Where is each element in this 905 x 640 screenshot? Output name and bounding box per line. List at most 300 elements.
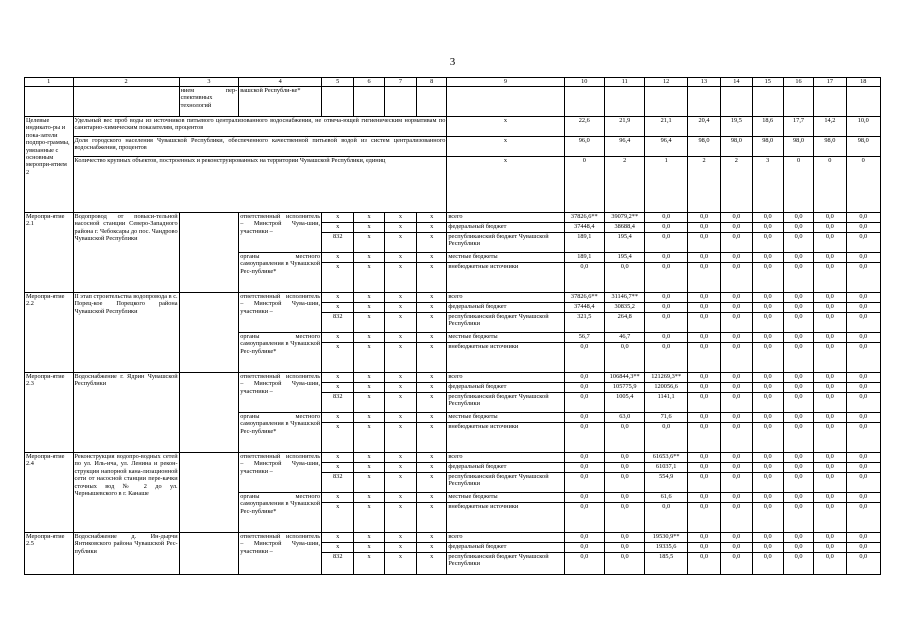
indicator-x: x — [447, 157, 564, 213]
funding-value: 56,7 — [564, 333, 604, 343]
funding-value: 0,0 — [721, 383, 752, 393]
funding-value: 0,0 — [721, 423, 752, 453]
funding-value: 0,0 — [687, 313, 720, 333]
code-cell: x — [322, 263, 354, 293]
funding-value: 0,0 — [783, 493, 813, 503]
code-cell: x — [354, 233, 384, 253]
code-cell: x — [417, 333, 447, 343]
funding-value: 0,0 — [814, 413, 846, 423]
code-cell: x — [354, 453, 384, 463]
funding-value: 31146,7** — [605, 293, 645, 303]
activity-row — [25, 293, 881, 303]
funding-value: 0,0 — [564, 533, 604, 543]
funding-source: федеральный бюджет — [447, 463, 564, 473]
funding-value: 0,0 — [687, 543, 720, 553]
code-cell: x — [354, 263, 384, 293]
funding-value: 0,0 — [752, 543, 783, 553]
code-cell: x — [417, 503, 447, 533]
funding-value: 0,0 — [846, 503, 880, 533]
funding-source: республиканский бюджет Чувашской Республики — [447, 233, 564, 253]
funding-value: 0,0 — [721, 503, 752, 533]
code-cell: x — [354, 423, 384, 453]
funding-value: 0,0 — [814, 293, 846, 303]
code-cell: x — [322, 373, 354, 383]
indicator-value: 17,7 — [783, 117, 813, 137]
funding-value: 0,0 — [814, 553, 846, 575]
empty-cell — [179, 293, 239, 373]
funding-value: 0,0 — [752, 393, 783, 413]
funding-value: 46,7 — [605, 333, 645, 343]
code-cell: x — [417, 253, 447, 263]
funding-value: 0,0 — [687, 213, 720, 223]
funding-value: 0,0 — [752, 253, 783, 263]
code-cell: x — [384, 343, 416, 373]
code-cell: x — [384, 333, 416, 343]
code-cell: x — [354, 343, 384, 373]
code-cell: x — [417, 263, 447, 293]
funding-value: 0,0 — [783, 553, 813, 575]
funding-value: 121269,3** — [645, 373, 687, 383]
funding-value: 0,0 — [846, 553, 880, 575]
empty-cell — [783, 87, 813, 117]
code-cell: x — [384, 533, 416, 543]
funding-value: 0,0 — [605, 533, 645, 543]
code-cell: x — [417, 553, 447, 575]
code-cell: x — [417, 393, 447, 413]
empty-cell — [645, 87, 687, 117]
funding-value: 61037,1 — [645, 463, 687, 473]
indicator-value: 2 — [687, 157, 720, 213]
funding-value: 0,0 — [645, 423, 687, 453]
funding-value: 0,0 — [846, 423, 880, 453]
code-cell: x — [322, 413, 354, 423]
indicator-name: Удельный вес проб воды из источников питьевого централизованного водоснабжения, не отвеча-ющей гигиеническим нормативам по санитарно-химическим показателям, процентов — [73, 117, 447, 137]
funding-value: 0,0 — [721, 393, 752, 413]
funding-source: федеральный бюджет — [447, 223, 564, 233]
funding-value: 0,0 — [564, 493, 604, 503]
indicator-value: 2 — [605, 157, 645, 213]
funding-value: 0,0 — [846, 333, 880, 343]
funding-value: 554,9 — [645, 473, 687, 493]
column-header-14: 14 — [721, 78, 752, 87]
funding-source: местные бюджеты — [447, 253, 564, 263]
code-cell: x — [354, 333, 384, 343]
funding-source: всего — [447, 213, 564, 223]
funding-value: 0,0 — [605, 343, 645, 373]
funding-value: 0,0 — [645, 343, 687, 373]
funding-source: местные бюджеты — [447, 493, 564, 503]
funding-value: 0,0 — [564, 393, 604, 413]
funding-value: 0,0 — [564, 373, 604, 383]
funding-value: 0,0 — [846, 213, 880, 223]
funding-value: 0,0 — [783, 343, 813, 373]
column-header-11: 11 — [605, 78, 645, 87]
code-cell: x — [354, 223, 384, 233]
indicator-value: 0 — [846, 157, 880, 213]
funding-value: 0,0 — [846, 223, 880, 233]
funding-value: 0,0 — [605, 503, 645, 533]
funding-value: 0,0 — [814, 263, 846, 293]
code-cell: x — [354, 473, 384, 493]
indicator-value: 98,0 — [814, 137, 846, 157]
funding-source: всего — [447, 453, 564, 463]
empty-cell — [384, 87, 416, 117]
funding-value: 0,0 — [605, 463, 645, 473]
funding-value: 0,0 — [846, 293, 880, 303]
code-cell: x — [354, 213, 384, 223]
funding-value: 195,4 — [605, 253, 645, 263]
column-header-row — [25, 78, 881, 87]
column-header-2: 2 — [73, 78, 179, 87]
code-cell: x — [417, 293, 447, 303]
code-cell: x — [417, 413, 447, 423]
funding-value: 0,0 — [814, 463, 846, 473]
code-cell: x — [322, 423, 354, 453]
indicator-value: 19,5 — [721, 117, 752, 137]
indicator-value: 14,2 — [814, 117, 846, 137]
funding-value: 0,0 — [752, 413, 783, 423]
funding-value: 0,0 — [783, 233, 813, 253]
indicator-x: x — [447, 137, 564, 157]
column-header-1: 1 — [25, 78, 74, 87]
funding-value: 0,0 — [814, 253, 846, 263]
funding-value: 0,0 — [814, 303, 846, 313]
funding-value: 30835,2 — [605, 303, 645, 313]
code-cell: x — [384, 223, 416, 233]
target-indicators-label: Целевые индикато-ры и пока-затели подпро-граммы, увязанные с основным меропри-ятием 2 — [25, 117, 74, 213]
funding-source: федеральный бюджет — [447, 543, 564, 553]
code-cell: x — [322, 493, 354, 503]
budget-table — [24, 77, 881, 575]
funding-value: 0,0 — [721, 533, 752, 543]
funding-value: 0,0 — [814, 223, 846, 233]
code-cell: x — [354, 533, 384, 543]
code-cell: x — [354, 493, 384, 503]
activity-label: Меропри-ятие 2.3 — [25, 373, 74, 453]
funding-value: 0,0 — [814, 473, 846, 493]
indicator-value: 21,1 — [645, 117, 687, 137]
responsible-executor: ответственный исполнитель – Минстрой Чува-шии, участники – — [239, 533, 322, 575]
code-cell: x — [384, 413, 416, 423]
code-cell: x — [354, 413, 384, 423]
indicator-name: Доля городского населения Чувашской Республики, обеспеченного качественной питьевой водой из систем централизованного водоснабжения, процентов — [73, 137, 447, 157]
funding-value: 264,8 — [605, 313, 645, 333]
funding-value: 0,0 — [846, 253, 880, 263]
funding-value: 0,0 — [645, 303, 687, 313]
funding-source: всего — [447, 533, 564, 543]
empty-cell — [687, 87, 720, 117]
funding-value: 189,1 — [564, 253, 604, 263]
funding-value: 0,0 — [752, 493, 783, 503]
funding-value: 0,0 — [846, 343, 880, 373]
funding-value: 0,0 — [645, 213, 687, 223]
funding-value: 0,0 — [846, 493, 880, 503]
funding-value: 0,0 — [846, 383, 880, 393]
activity-row — [25, 213, 881, 223]
funding-value: 0,0 — [752, 213, 783, 223]
funding-value: 0,0 — [752, 423, 783, 453]
funding-value: 0,0 — [752, 383, 783, 393]
empty-cell — [447, 87, 564, 117]
participants-local-government: органы местного самоуправления в Чувашской Рес-публике* — [239, 253, 322, 293]
funding-value: 0,0 — [752, 533, 783, 543]
funding-value: 37448,4 — [564, 223, 604, 233]
funding-value: 0,0 — [721, 293, 752, 303]
indicator-value: 20,4 — [687, 117, 720, 137]
page-number: 3 — [449, 56, 456, 68]
code-cell: x — [417, 463, 447, 473]
funding-value: 0,0 — [783, 223, 813, 233]
funding-source: внебюджетные источники — [447, 263, 564, 293]
code-cell: x — [322, 303, 354, 313]
code-cell: x — [322, 533, 354, 543]
funding-value: 0,0 — [687, 473, 720, 493]
funding-value: 0,0 — [752, 503, 783, 533]
indicator-value: 98,0 — [752, 137, 783, 157]
funding-value: 0,0 — [605, 553, 645, 575]
code-cell: x — [417, 453, 447, 463]
funding-value: 120056,6 — [645, 383, 687, 393]
responsible-executor: ответственный исполнитель – Минстрой Чува-шии, участники – — [239, 453, 322, 493]
funding-value: 0,0 — [846, 453, 880, 463]
funding-value: 0,0 — [687, 553, 720, 575]
activity-label: Меропри-ятие 2.5 — [25, 533, 74, 575]
code-cell: x — [354, 373, 384, 383]
funding-value: 0,0 — [814, 333, 846, 343]
continuation-row — [25, 87, 881, 117]
funding-value: 321,5 — [564, 313, 604, 333]
funding-value: 0,0 — [783, 263, 813, 293]
funding-value: 0,0 — [721, 343, 752, 373]
funding-value: 0,0 — [564, 473, 604, 493]
funding-value: 0,0 — [564, 553, 604, 575]
code-cell: x — [417, 373, 447, 383]
funding-value: 0,0 — [814, 383, 846, 393]
funding-value: 0,0 — [846, 263, 880, 293]
funding-source: местные бюджеты — [447, 333, 564, 343]
code-cell: x — [417, 303, 447, 313]
activity-row — [25, 533, 881, 543]
funding-value: 0,0 — [687, 463, 720, 473]
funding-value: 0,0 — [564, 463, 604, 473]
funding-value: 1005,4 — [605, 393, 645, 413]
funding-value: 0,0 — [814, 393, 846, 413]
funding-source: республиканский бюджет Чувашской Республики — [447, 393, 564, 413]
funding-value: 0,0 — [814, 543, 846, 553]
indicator-value: 98,0 — [721, 137, 752, 157]
funding-value: 61,6 — [645, 493, 687, 503]
funding-value: 0,0 — [687, 303, 720, 313]
funding-value: 0,0 — [752, 303, 783, 313]
funding-source: внебюджетные источники — [447, 503, 564, 533]
empty-cell — [846, 87, 880, 117]
code-cell: x — [417, 313, 447, 333]
funding-value: 0,0 — [846, 393, 880, 413]
activity-title: Водоснабжение г. Ядрин Чувашской Республики — [73, 373, 179, 453]
funding-value: 0,0 — [814, 503, 846, 533]
empty-cell — [179, 453, 239, 533]
code-cell: x — [354, 293, 384, 303]
funding-source: республиканский бюджет Чувашской Республики — [447, 553, 564, 575]
code-cell: x — [384, 303, 416, 313]
funding-value: 0,0 — [687, 453, 720, 463]
participants-local-government: органы местного самоуправления в Чувашской Рес-публике* — [239, 333, 322, 373]
funding-value: 0,0 — [645, 333, 687, 343]
code-cell: x — [322, 503, 354, 533]
indicator-value: 98,0 — [783, 137, 813, 157]
funding-value: 0,0 — [645, 293, 687, 303]
funding-value: 0,0 — [846, 233, 880, 253]
code-cell: x — [322, 293, 354, 303]
funding-value: 0,0 — [687, 383, 720, 393]
indicator-value: 96,4 — [605, 137, 645, 157]
funding-value: 0,0 — [783, 253, 813, 263]
funding-source: внебюджетные источники — [447, 423, 564, 453]
funding-value: 19530,9** — [645, 533, 687, 543]
funding-value: 37826,6** — [564, 293, 604, 303]
indicator-value: 0 — [814, 157, 846, 213]
funding-source: республиканский бюджет Чувашской Республики — [447, 313, 564, 333]
target-indicator-row — [25, 137, 881, 157]
code-cell: x — [384, 423, 416, 453]
funding-source: федеральный бюджет — [447, 383, 564, 393]
funding-value: 61653,6** — [645, 453, 687, 463]
indicator-name: Количество крупных объектов, построенных и реконструированных на территории Чувашской Республики, единиц — [73, 157, 447, 213]
funding-value: 0,0 — [783, 423, 813, 453]
funding-value: 0,0 — [846, 543, 880, 553]
funding-value: 0,0 — [783, 503, 813, 533]
code-cell: x — [354, 313, 384, 333]
funding-value: 0,0 — [687, 533, 720, 543]
funding-value: 0,0 — [645, 263, 687, 293]
funding-value: 0,0 — [687, 223, 720, 233]
column-header-12: 12 — [645, 78, 687, 87]
funding-value: 0,0 — [687, 503, 720, 533]
continuation-text: вашской Республи-ке* — [239, 87, 322, 117]
indicator-value: 3 — [752, 157, 783, 213]
funding-value: 0,0 — [814, 533, 846, 543]
code-cell: 832 — [322, 313, 354, 333]
empty-cell — [417, 87, 447, 117]
funding-value: 0,0 — [687, 343, 720, 373]
funding-value: 0,0 — [783, 213, 813, 223]
code-cell: x — [417, 533, 447, 543]
funding-value: 0,0 — [564, 453, 604, 463]
funding-source: внебюджетные источники — [447, 343, 564, 373]
funding-value: 0,0 — [564, 413, 604, 423]
funding-value: 0,0 — [687, 333, 720, 343]
indicator-value: 18,6 — [752, 117, 783, 137]
funding-value: 0,0 — [814, 493, 846, 503]
participants-local-government: органы местного самоуправления в Чувашской Рес-публике* — [239, 493, 322, 533]
code-cell: x — [322, 463, 354, 473]
funding-value: 0,0 — [564, 543, 604, 553]
funding-value: 0,0 — [846, 463, 880, 473]
indicator-value: 21,9 — [605, 117, 645, 137]
indicator-value: 98,0 — [687, 137, 720, 157]
activity-title: Реконструкция водопро-водных сетей по ул. Иль-ича, ул. Ленина и рекон-струкция напорной кана-лизационной сети от насосной станции пере-качки сточных вод № 2 до ул. Чернышевского в г. Канаше — [73, 453, 179, 533]
empty-cell — [25, 87, 74, 117]
funding-value: 0,0 — [783, 333, 813, 343]
code-cell: x — [322, 333, 354, 343]
funding-value: 0,0 — [721, 553, 752, 575]
funding-value: 0,0 — [846, 313, 880, 333]
funding-value: 0,0 — [814, 373, 846, 383]
funding-value: 0,0 — [783, 413, 813, 423]
code-cell: x — [417, 233, 447, 253]
empty-cell — [179, 213, 239, 293]
code-cell: x — [322, 383, 354, 393]
code-cell: x — [354, 503, 384, 533]
funding-value: 0,0 — [846, 303, 880, 313]
funding-value: 0,0 — [783, 533, 813, 543]
funding-value: 0,0 — [783, 313, 813, 333]
column-header-3: 3 — [179, 78, 239, 87]
responsible-executor: ответственный исполнитель – Минстрой Чува-шии, участники – — [239, 293, 322, 333]
activity-label: Меропри-ятие 2.2 — [25, 293, 74, 373]
funding-value: 105775,9 — [605, 383, 645, 393]
funding-value: 0,0 — [814, 233, 846, 253]
funding-value: 0,0 — [783, 293, 813, 303]
funding-value: 0,0 — [605, 263, 645, 293]
funding-value: 0,0 — [783, 383, 813, 393]
code-cell: x — [417, 343, 447, 373]
continuation-text: нием пер-спективных технологий — [179, 87, 239, 117]
funding-value: 0,0 — [605, 423, 645, 453]
funding-value: 0,0 — [564, 423, 604, 453]
code-cell: x — [417, 543, 447, 553]
funding-value: 0,0 — [687, 373, 720, 383]
code-cell: x — [417, 223, 447, 233]
code-cell: x — [417, 213, 447, 223]
code-cell: x — [322, 543, 354, 553]
code-cell: x — [354, 543, 384, 553]
column-header-5: 5 — [322, 78, 354, 87]
funding-value: 0,0 — [783, 393, 813, 413]
funding-value: 0,0 — [721, 413, 752, 423]
code-cell: x — [384, 313, 416, 333]
indicator-value: 1 — [645, 157, 687, 213]
code-cell: x — [354, 303, 384, 313]
code-cell: x — [384, 393, 416, 413]
funding-value: 0,0 — [752, 293, 783, 303]
funding-value: 0,0 — [721, 333, 752, 343]
funding-value: 0,0 — [687, 233, 720, 253]
code-cell: x — [384, 373, 416, 383]
code-cell: x — [384, 293, 416, 303]
funding-value: 0,0 — [721, 473, 752, 493]
column-header-13: 13 — [687, 78, 720, 87]
code-cell: x — [322, 223, 354, 233]
indicator-value: 96,0 — [564, 137, 604, 157]
funding-value: 0,0 — [687, 253, 720, 263]
funding-value: 0,0 — [846, 413, 880, 423]
code-cell: 832 — [322, 393, 354, 413]
funding-value: 0,0 — [814, 423, 846, 453]
column-header-15: 15 — [752, 78, 783, 87]
indicator-value: 2 — [721, 157, 752, 213]
funding-source: республиканский бюджет Чувашской Республики — [447, 473, 564, 493]
funding-value: 106844,3** — [605, 373, 645, 383]
target-indicator-row — [25, 157, 881, 213]
funding-value: 0,0 — [814, 343, 846, 373]
empty-cell — [179, 533, 239, 575]
code-cell: x — [384, 473, 416, 493]
funding-value: 0,0 — [645, 253, 687, 263]
code-cell: x — [384, 253, 416, 263]
funding-value: 0,0 — [846, 373, 880, 383]
funding-value: 37448,4 — [564, 303, 604, 313]
